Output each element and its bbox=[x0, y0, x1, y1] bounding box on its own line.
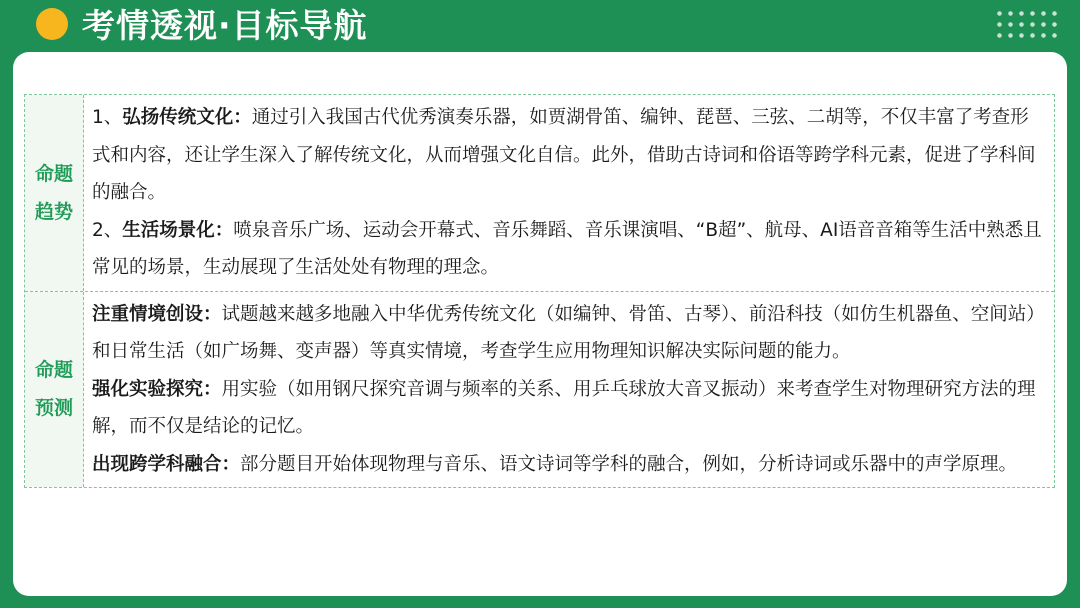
paragraph-text: 通过引入我国古代优秀演奏乐器，如贾湖骨笛、编钟、琵琶、三弦、二胡等，不仅丰富了考查形式和内容，还让学生深入了解传统文化，从而增强文化自信。此外，借助古诗词和俗语等跨学科元素，促进了学科间的融合。 bbox=[92, 107, 1036, 203]
info-table bbox=[24, 94, 1055, 488]
paragraph bbox=[92, 296, 1046, 371]
paragraph bbox=[92, 446, 1046, 484]
paragraph-heading: 强化实验探究： bbox=[92, 378, 222, 400]
row-label-cell bbox=[25, 95, 84, 291]
paragraph bbox=[92, 212, 1046, 287]
paragraph-text: 试题越来越多地融入中华优秀传统文化（如编钟、骨笛、古琴）、前沿科技（如仿生机器鱼、空间站）和日常生活（如广场舞、变声器）等真实情境，考查学生应用物理知识解决实际问题的能力。 bbox=[92, 303, 1045, 362]
paragraph bbox=[92, 99, 1046, 212]
paragraph-heading: 出现跨学科融合： bbox=[92, 453, 241, 475]
row-content bbox=[84, 95, 1054, 291]
row-label: 命题预测 bbox=[34, 359, 73, 420]
content-card bbox=[13, 52, 1067, 596]
paragraph-text: 部分题目开始体现物理与音乐、语文诗词等学科的融合，例如，分析诗词或乐器中的声学原理。 bbox=[240, 453, 1018, 475]
paragraph-prefix: 2、 bbox=[92, 219, 123, 241]
slide-title: 考情透视·目标导航 bbox=[82, 6, 368, 45]
table-row-prediction bbox=[25, 291, 1054, 488]
paragraph bbox=[92, 371, 1046, 446]
row-label: 命题趋势 bbox=[34, 162, 73, 223]
row-label-cell bbox=[25, 292, 84, 488]
paragraph-heading: 弘扬传统文化： bbox=[122, 107, 252, 128]
table-row-trend bbox=[25, 95, 1054, 291]
paragraph-heading: 注重情境创设： bbox=[92, 303, 222, 325]
yellow-circle-icon bbox=[36, 8, 68, 40]
row-content bbox=[84, 292, 1054, 488]
paragraph-text: 用实验（如用钢尺探究音调与频率的关系、用乒乓球放大音叉振动）来考查学生对物理研究方法的理解，而不仅是结论的记忆。 bbox=[92, 378, 1036, 437]
paragraph-heading: 生活场景化： bbox=[122, 219, 234, 241]
dot-grid-icon bbox=[994, 8, 1060, 40]
paragraph-prefix: 1、 bbox=[92, 107, 123, 128]
slide-header bbox=[0, 0, 1080, 52]
paragraph-text: 喷泉音乐广场、运动会开幕式、音乐舞蹈、音乐课演唱、“B超”、航母、AI语音音箱等生活中熟悉且常见的场景，生动展现了生活处处有物理的理念。 bbox=[92, 219, 1042, 278]
